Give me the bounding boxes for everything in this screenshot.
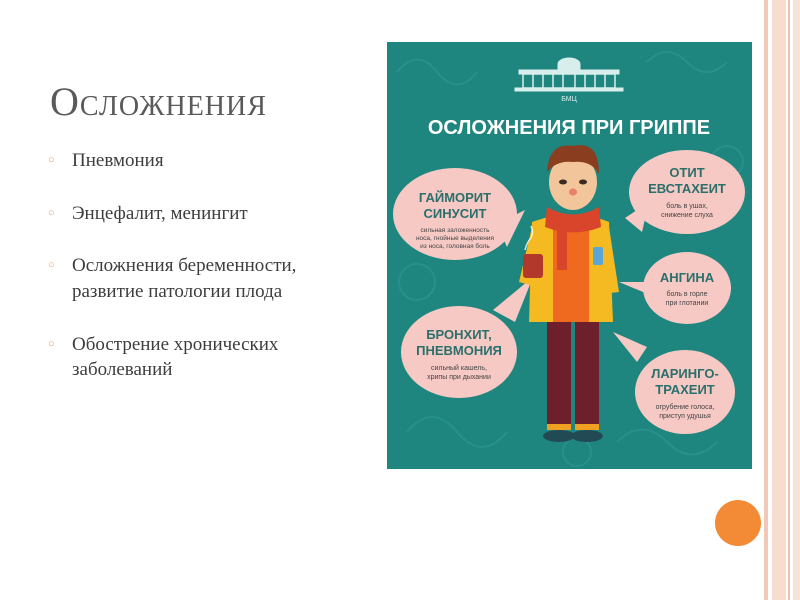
bubble-laryngo-title2: ТРАХЕИТ — [655, 382, 715, 397]
bubble-angina — [643, 252, 731, 324]
flu-complications-poster — [387, 42, 752, 469]
bullet-marker-icon: ○ — [48, 337, 55, 350]
decorative-orange-circle — [715, 500, 761, 546]
bubble-bronchitis-title1: БРОНХИТ, — [426, 327, 492, 342]
bubble-sinusitis-title2: СИНУСИТ — [423, 206, 487, 221]
bullet-item — [48, 332, 348, 383]
bubble-sinusitis — [393, 168, 517, 260]
bubble-bronchitis-title2: ПНЕВМОНИЯ — [416, 343, 502, 358]
bubble-sinusitis-title1: ГАЙМОРИТ — [418, 190, 492, 205]
poster-graphic — [387, 42, 752, 469]
bubble-laryngo-sub2: приступ удушья — [659, 413, 711, 420]
bullet-marker-icon: ○ — [48, 154, 55, 166]
poster-title: ОСЛОЖНЕНИЯ ПРИ ГРИППЕ — [427, 117, 711, 139]
bullet-item — [48, 253, 348, 304]
bubble-angina-sub2: при глотании — [665, 300, 709, 307]
bubble-sinusitis-sub1: сильная заложенность — [420, 227, 490, 234]
bubble-otitis-title2: ЕВСТАХЕИТ — [648, 181, 726, 196]
slide-title: Осложнения — [50, 79, 267, 124]
logo-text: БМЦ — [561, 96, 577, 103]
sick-person-illustration — [519, 145, 619, 442]
bullet-list — [48, 148, 348, 383]
bubble-laryngo-sub1: огрубение голоса, — [655, 404, 715, 411]
bullet-text: Обострение хронических заболеваний — [72, 333, 279, 381]
bubble-bronchitis — [401, 306, 517, 398]
decorative-stripes — [764, 0, 800, 600]
bullet-marker-icon: ○ — [48, 259, 55, 272]
bubble-angina-title1: АНГИНА — [659, 270, 715, 285]
bubble-otitis-title1: ОТИТ — [669, 165, 705, 180]
bubble-otitis-sub2: снижение слуха — [661, 212, 713, 219]
bullet-item — [48, 148, 348, 174]
bubble-bronchitis-sub1: сильный кашель, — [431, 365, 487, 372]
stripe — [788, 0, 790, 600]
bubble-laryngo-title1: ЛАРИНГО- — [651, 366, 719, 381]
bullet-text: Осложнения беременности, развитие патологии плода — [72, 255, 297, 302]
bullet-text: Пневмония — [72, 150, 164, 171]
bubble-otitis-sub1: боль в ушах, — [666, 203, 708, 210]
bubble-sinusitis-sub2: носа, гнойные выделения — [415, 235, 495, 242]
bubble-bronchitis-sub2: хрипы при дыхании — [427, 374, 491, 381]
stripe — [772, 0, 786, 600]
stripe — [793, 0, 800, 600]
bubble-sinusitis-sub3: из носа, головная боль — [420, 243, 490, 250]
bullet-marker-icon: ○ — [48, 206, 55, 219]
bubble-angina-sub1: боль в горле — [666, 291, 708, 298]
clinic-logo-icon — [515, 58, 623, 91]
bullet-text: Энцефалит, менингит — [72, 202, 248, 224]
bubble-laryngotracheitis — [635, 350, 735, 434]
bullet-item — [48, 201, 348, 227]
stripe — [764, 0, 768, 600]
bubble-otitis — [629, 150, 745, 234]
